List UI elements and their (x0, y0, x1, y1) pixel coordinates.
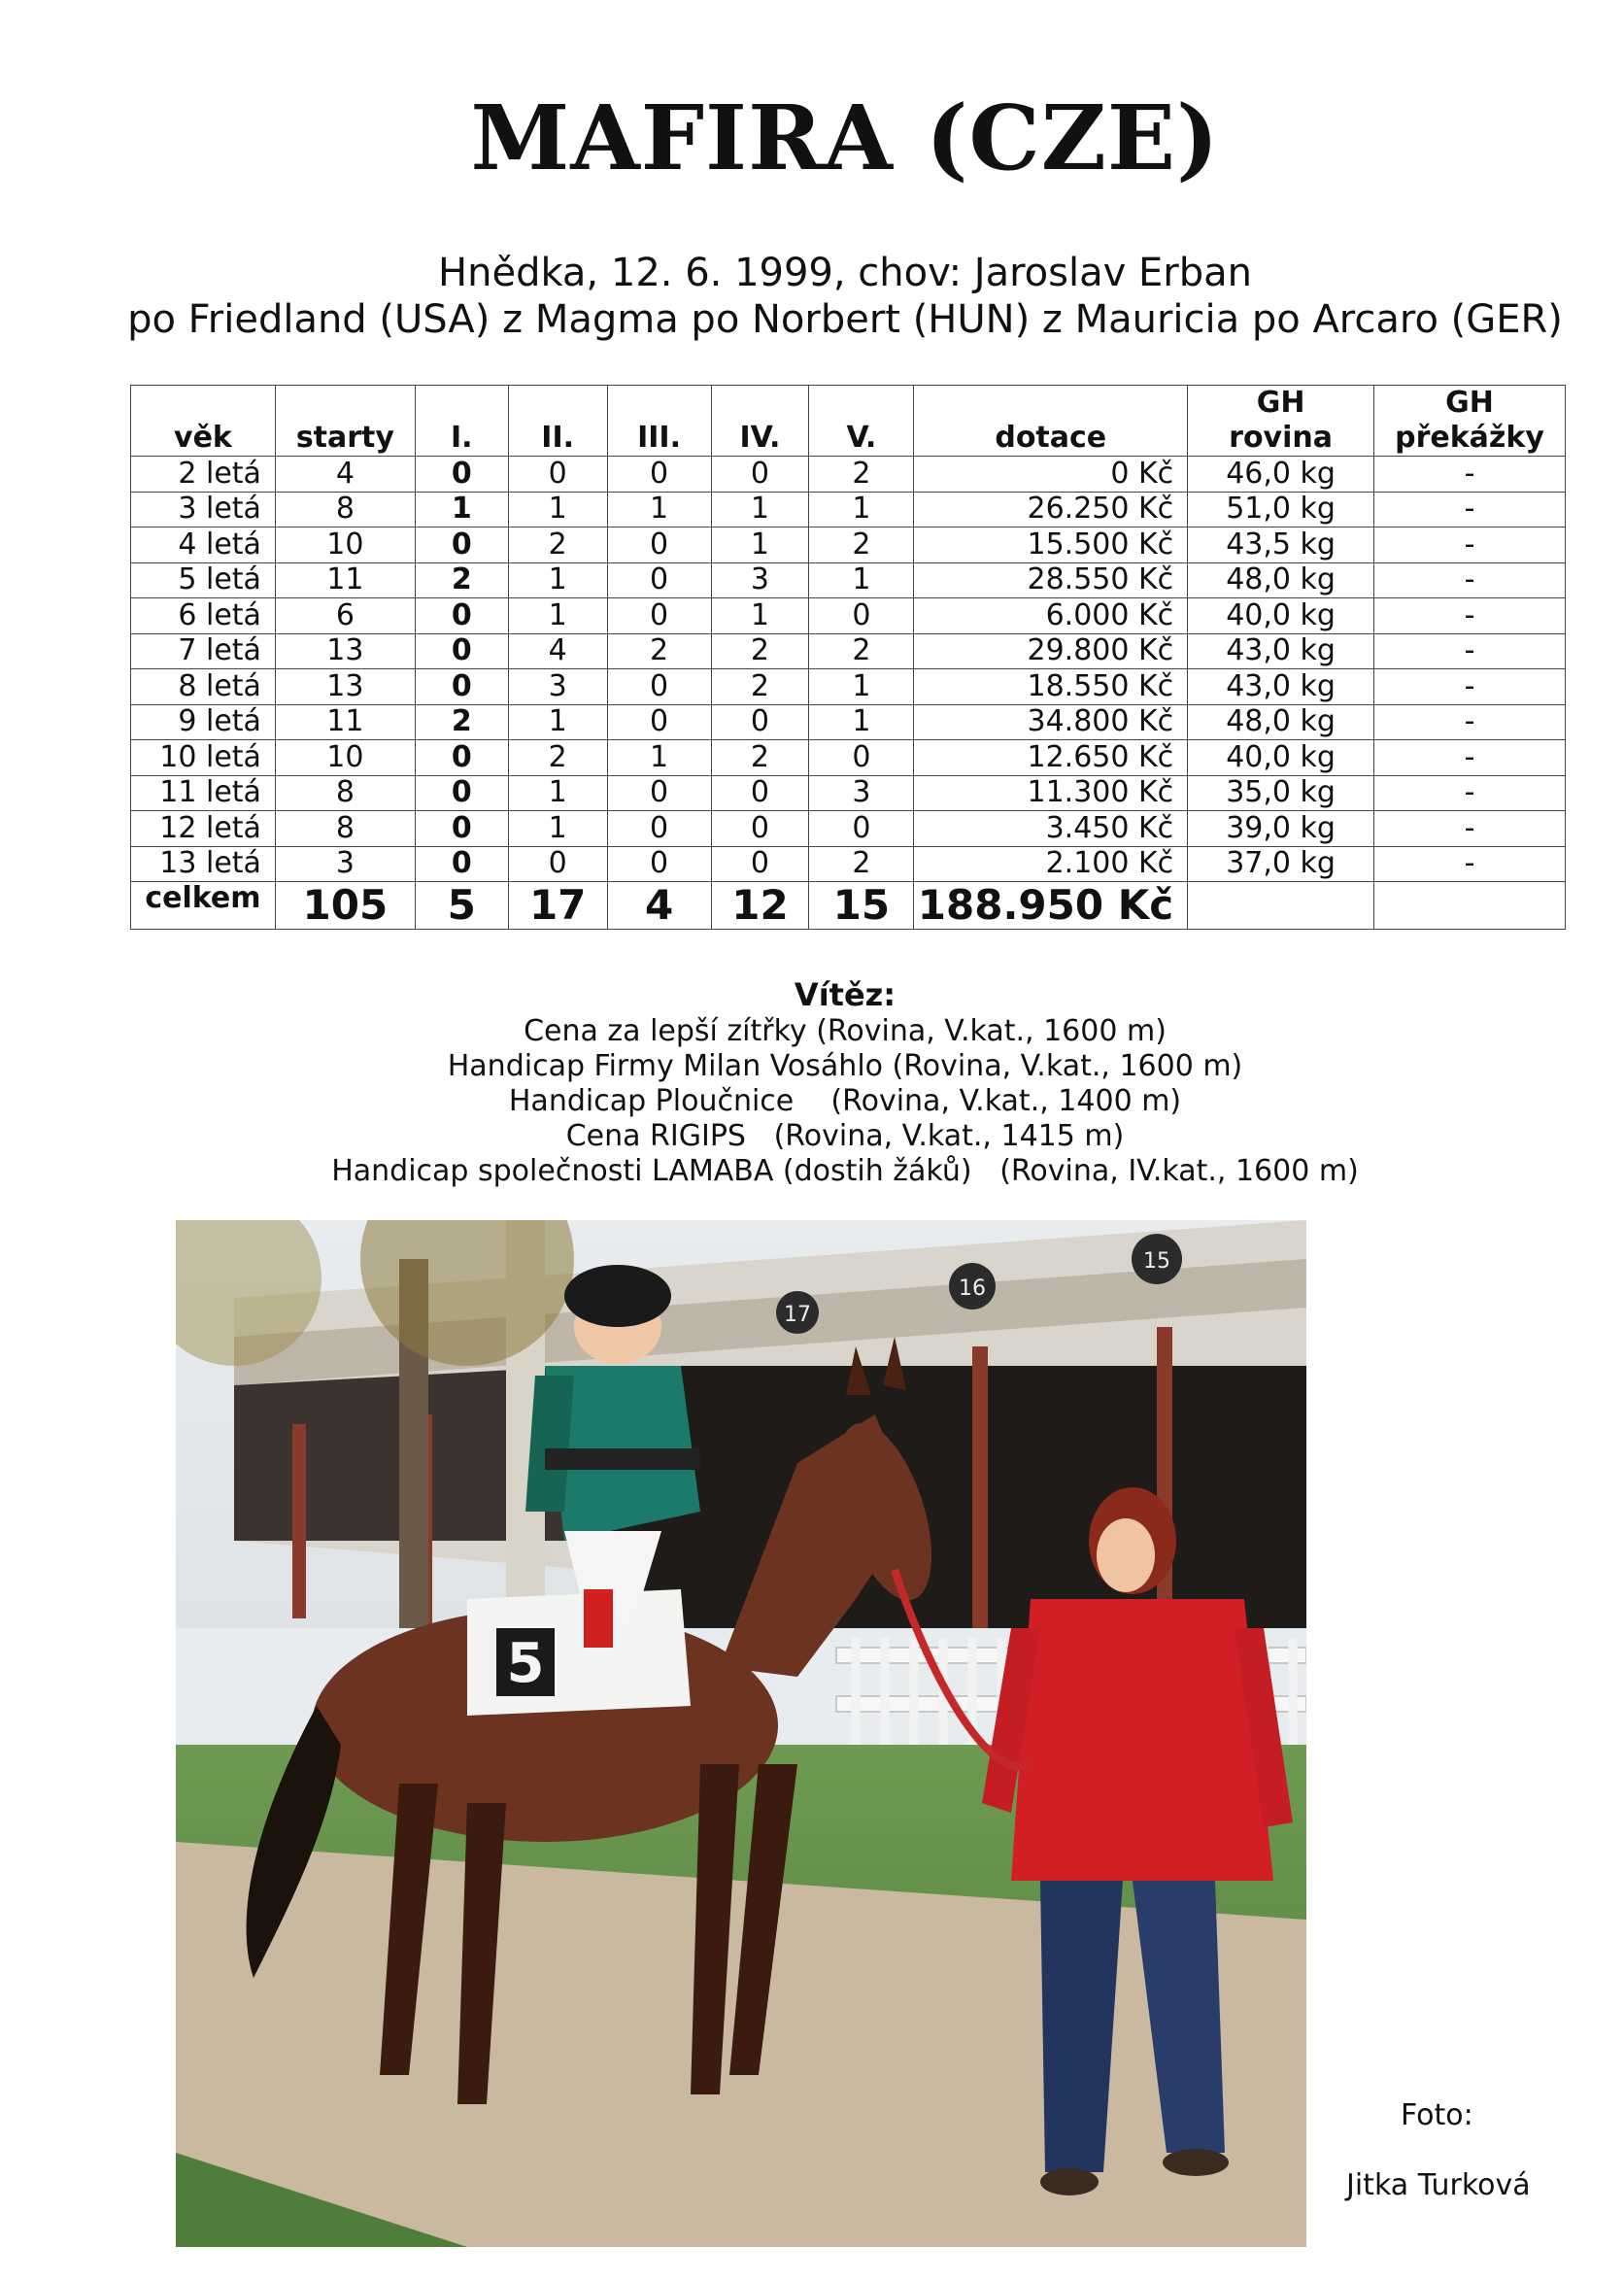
cell-age: 4 letá (131, 527, 276, 563)
cell-gh-flat: 39,0 kg (1188, 811, 1374, 847)
cell-p2: 1 (508, 704, 607, 740)
cell-p5: 3 (809, 775, 914, 811)
winner-race: Handicap Ploučnice (Rovina, V.kat., 1400 m) (508, 1084, 1182, 1118)
table-row (131, 669, 1566, 705)
cell-p5: 2 (809, 846, 914, 882)
cell-p5: 1 (809, 562, 914, 598)
cell-p5: 1 (809, 704, 914, 740)
cell-p3: 0 (607, 669, 711, 705)
cell-p3: 1 (607, 492, 711, 527)
winners-list (0, 1014, 1624, 1189)
header-third: III. (607, 386, 711, 457)
winners-section (0, 977, 1624, 1189)
cell-p3: 1 (607, 740, 711, 776)
table-row (131, 846, 1566, 882)
saddle-cloth-number: 5 (506, 1632, 545, 1695)
header-gh-jump-1: GH (1445, 386, 1494, 420)
cell-age: 13 letá (131, 846, 276, 882)
header-age: věk (131, 386, 276, 457)
cell-gh-flat: 40,0 kg (1188, 740, 1374, 776)
total-p5: 15 (809, 882, 914, 930)
cell-gh-jump: - (1374, 811, 1566, 847)
pedigree: po Friedland (USA) z Magma po Norbert (HUN) z Mauricia po Arcaro (GER) (127, 297, 1563, 342)
cell-p4: 2 (711, 633, 809, 669)
cell-age: 3 letá (131, 492, 276, 527)
cell-gh-jump: - (1374, 457, 1566, 493)
cell-gh-jump: - (1374, 633, 1566, 669)
winner-race: Handicap Firmy Milan Vosáhlo (Rovina, V.kat., 1600 m) (447, 1049, 1243, 1083)
cell-p1: 0 (415, 740, 508, 776)
cell-age: 8 letá (131, 669, 276, 705)
cell-age: 9 letá (131, 704, 276, 740)
cell-age: 6 letá (131, 598, 276, 634)
cell-gh-flat: 43,0 kg (1188, 669, 1374, 705)
cell-p2: 2 (508, 740, 607, 776)
cell-p3: 2 (607, 633, 711, 669)
header-first: I. (415, 386, 508, 457)
horse-photo-illustration (176, 1220, 1306, 2247)
cell-prize: 6.000 Kč (914, 598, 1188, 634)
cell-gh-flat: 37,0 kg (1188, 846, 1374, 882)
cell-p1: 0 (415, 775, 508, 811)
table-body (131, 457, 1566, 930)
stall-number-16: 16 (959, 1276, 986, 1301)
cell-starts: 4 (275, 457, 415, 493)
cell-age: 5 letá (131, 562, 276, 598)
photo-credit-name: Jitka Turková (1346, 2168, 1531, 2202)
cell-gh-flat: 40,0 kg (1188, 598, 1374, 634)
cell-p4: 0 (711, 457, 809, 493)
cell-gh-jump: - (1374, 562, 1566, 598)
cell-p5: 1 (809, 492, 914, 527)
cell-prize: 29.800 Kč (914, 633, 1188, 669)
cell-gh-jump: - (1374, 492, 1566, 527)
cell-p4: 0 (711, 775, 809, 811)
winner-race: Cena RIGIPS (Rovina, V.kat., 1415 m) (565, 1119, 1125, 1153)
cell-starts: 11 (275, 704, 415, 740)
cell-starts: 13 (275, 669, 415, 705)
header-gh-jump (1374, 386, 1566, 457)
table-row (131, 562, 1566, 598)
cell-p3: 0 (607, 457, 711, 493)
table-row (131, 811, 1566, 847)
cell-prize: 34.800 Kč (914, 704, 1188, 740)
cell-prize: 0 Kč (914, 457, 1188, 493)
cell-p2: 0 (508, 846, 607, 882)
horse-details: Hnědka, 12. 6. 1999, chov: Jaroslav Erban (438, 251, 1252, 295)
winner-race: Handicap společnosti LAMABA (dostih žáků) (Rovina, IV.kat., 1600 m) (331, 1154, 1359, 1188)
cell-p3: 0 (607, 527, 711, 563)
cell-p4: 0 (711, 846, 809, 882)
cell-p1: 0 (415, 598, 508, 634)
cell-prize: 18.550 Kč (914, 669, 1188, 705)
table-row (131, 740, 1566, 776)
cell-p4: 1 (711, 492, 809, 527)
header-gh-jump-2: překážky (1395, 421, 1544, 455)
cell-starts: 8 (275, 492, 415, 527)
cell-starts: 13 (275, 633, 415, 669)
cell-p1: 0 (415, 669, 508, 705)
cell-p1: 2 (415, 704, 508, 740)
cell-starts: 8 (275, 775, 415, 811)
total-p2: 17 (508, 882, 607, 930)
cell-gh-flat: 48,0 kg (1188, 562, 1374, 598)
cell-prize: 15.500 Kč (914, 527, 1188, 563)
cell-p2: 1 (508, 811, 607, 847)
cell-p4: 3 (711, 562, 809, 598)
header-gh-flat-1: GH (1256, 386, 1305, 420)
cell-gh-flat: 51,0 kg (1188, 492, 1374, 527)
horse-photo (176, 1220, 1306, 2247)
table-row (131, 457, 1566, 493)
cell-p4: 0 (711, 811, 809, 847)
cell-gh-jump: - (1374, 527, 1566, 563)
cell-p4: 1 (711, 527, 809, 563)
cell-gh-flat: 43,5 kg (1188, 527, 1374, 563)
cell-p1: 0 (415, 846, 508, 882)
header-gh-flat (1188, 386, 1374, 457)
header-second: II. (508, 386, 607, 457)
total-p4: 12 (711, 882, 809, 930)
table-row (131, 492, 1566, 527)
table-row (131, 527, 1566, 563)
cell-p3: 0 (607, 704, 711, 740)
cell-p5: 1 (809, 669, 914, 705)
cell-prize: 3.450 Kč (914, 811, 1188, 847)
cell-p4: 1 (711, 598, 809, 634)
cell-starts: 3 (275, 846, 415, 882)
cell-gh-jump: - (1374, 704, 1566, 740)
cell-age: 12 letá (131, 811, 276, 847)
cell-p3: 0 (607, 846, 711, 882)
cell-p5: 0 (809, 598, 914, 634)
cell-prize: 26.250 Kč (914, 492, 1188, 527)
cell-gh-jump: - (1374, 740, 1566, 776)
photo-credit-label: Foto: (1401, 2098, 1473, 2132)
winners-heading: Vítěz: (794, 976, 897, 1013)
cell-p3: 0 (607, 598, 711, 634)
cell-p1: 0 (415, 527, 508, 563)
cell-p3: 0 (607, 562, 711, 598)
cell-p5: 2 (809, 457, 914, 493)
header-fourth: IV. (711, 386, 809, 457)
cell-p2: 1 (508, 492, 607, 527)
cell-p4: 2 (711, 669, 809, 705)
table-row (131, 775, 1566, 811)
cell-p2: 1 (508, 775, 607, 811)
cell-p5: 0 (809, 740, 914, 776)
cell-prize: 2.100 Kč (914, 846, 1188, 882)
cell-gh-jump: - (1374, 775, 1566, 811)
cell-gh-jump: - (1374, 598, 1566, 634)
cell-age: 7 letá (131, 633, 276, 669)
total-p3: 4 (607, 882, 711, 930)
cell-p1: 2 (415, 562, 508, 598)
stall-number-15: 15 (1143, 1249, 1170, 1274)
total-empty-cell (1374, 882, 1566, 930)
table-header-row (131, 386, 1566, 457)
cell-age: 11 letá (131, 775, 276, 811)
cell-age: 10 letá (131, 740, 276, 776)
cell-gh-flat: 48,0 kg (1188, 704, 1374, 740)
cell-p1: 0 (415, 457, 508, 493)
header-gh-flat-2: rovina (1229, 421, 1334, 455)
header-starts: starty (275, 386, 415, 457)
header-prize: dotace (914, 386, 1188, 457)
cell-p5: 2 (809, 633, 914, 669)
cell-starts: 10 (275, 740, 415, 776)
cell-p3: 0 (607, 775, 711, 811)
cell-gh-jump: - (1374, 669, 1566, 705)
cell-p1: 0 (415, 811, 508, 847)
cell-p1: 0 (415, 633, 508, 669)
total-p1: 5 (415, 882, 508, 930)
cell-p2: 3 (508, 669, 607, 705)
cell-p2: 4 (508, 633, 607, 669)
cell-p2: 1 (508, 562, 607, 598)
cell-p5: 2 (809, 527, 914, 563)
cell-gh-flat: 43,0 kg (1188, 633, 1374, 669)
cell-p2: 1 (508, 598, 607, 634)
cell-age: 2 letá (131, 457, 276, 493)
cell-p2: 0 (508, 457, 607, 493)
cell-starts: 11 (275, 562, 415, 598)
cell-p2: 2 (508, 527, 607, 563)
header-fifth: V. (809, 386, 914, 457)
table-total-row (131, 882, 1566, 930)
cell-gh-flat: 46,0 kg (1188, 457, 1374, 493)
cell-gh-flat: 35,0 kg (1188, 775, 1374, 811)
total-label: celkem (131, 882, 276, 930)
total-empty-cell (1188, 882, 1374, 930)
cell-starts: 6 (275, 598, 415, 634)
total-prize: 188.950 Kč (914, 882, 1188, 930)
cell-p5: 0 (809, 811, 914, 847)
cell-prize: 28.550 Kč (914, 562, 1188, 598)
page-title: MAFIRA (CZE) (470, 85, 1220, 190)
cell-p3: 0 (607, 811, 711, 847)
stall-number-17: 17 (784, 1303, 811, 1327)
cell-prize: 11.300 Kč (914, 775, 1188, 811)
table-row (131, 633, 1566, 669)
cell-p4: 2 (711, 740, 809, 776)
cell-prize: 12.650 Kč (914, 740, 1188, 776)
race-statistics-table (130, 385, 1566, 930)
cell-p4: 0 (711, 704, 809, 740)
total-starts: 105 (275, 882, 415, 930)
cell-p1: 1 (415, 492, 508, 527)
cell-gh-jump: - (1374, 846, 1566, 882)
cell-starts: 10 (275, 527, 415, 563)
table-row (131, 704, 1566, 740)
table-row (131, 598, 1566, 634)
winner-race: Cena za lepší zítřky (Rovina, V.kat., 1600 m) (524, 1014, 1167, 1048)
cell-starts: 8 (275, 811, 415, 847)
